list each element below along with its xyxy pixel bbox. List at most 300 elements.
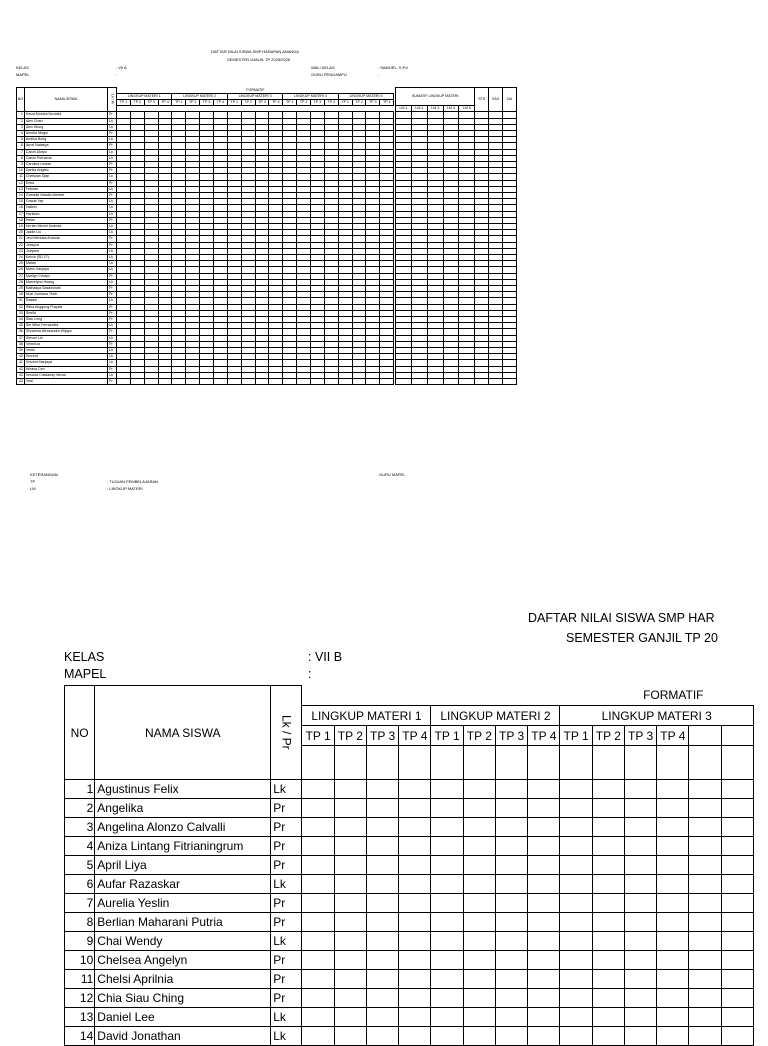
blank-header-cell bbox=[495, 746, 527, 780]
student-gender: Lk bbox=[108, 118, 117, 124]
score-cell bbox=[560, 1027, 592, 1046]
tp-header: TP 2 bbox=[130, 99, 144, 105]
tp-description: : TUJUAN PEMBELAJARAN bbox=[107, 479, 159, 484]
score-cell bbox=[657, 1008, 689, 1027]
score-cell bbox=[366, 837, 398, 856]
student-gender: Pr bbox=[108, 329, 117, 335]
student-number: 12 bbox=[65, 989, 95, 1008]
score-cell bbox=[592, 951, 624, 970]
student-name: Febrian bbox=[24, 186, 107, 192]
score-cell bbox=[657, 799, 689, 818]
tp-header: TP 3 bbox=[366, 726, 398, 746]
student-number: 5 bbox=[17, 137, 25, 143]
score-cell bbox=[495, 951, 527, 970]
tp-header: TP 2 bbox=[334, 726, 366, 746]
student-number: 29 bbox=[17, 286, 25, 292]
score-cell bbox=[560, 932, 592, 951]
student-name: Vincent bbox=[24, 354, 107, 360]
student-name: Siau Leng bbox=[24, 317, 107, 323]
formatif-header: FORMATIF bbox=[246, 87, 265, 92]
student-name: Veronica bbox=[24, 341, 107, 347]
score-cell bbox=[495, 932, 527, 951]
score-cell bbox=[592, 1008, 624, 1027]
score-cell bbox=[399, 970, 431, 989]
score-cell bbox=[624, 875, 656, 894]
student-number: 4 bbox=[17, 130, 25, 136]
score-cell bbox=[624, 951, 656, 970]
student-gender: Pr bbox=[108, 304, 117, 310]
score-cell bbox=[721, 951, 753, 970]
student-name: Nathasya Sasanshani bbox=[24, 286, 107, 292]
student-gender: Lk bbox=[271, 780, 302, 799]
table-row bbox=[65, 1008, 754, 1027]
tp-header: TP 4 bbox=[399, 726, 431, 746]
score-cell bbox=[689, 799, 721, 818]
tp-header: TP 3 bbox=[144, 99, 158, 105]
student-gender: Pr bbox=[108, 379, 117, 385]
lm-description: : LINGKUP MATERI bbox=[107, 486, 143, 491]
student-gender: Pr bbox=[108, 130, 117, 136]
student-name: Rasael bbox=[24, 298, 107, 304]
student-name: Alex Wong bbox=[24, 124, 107, 130]
student-number: 31 bbox=[17, 298, 25, 304]
student-name: Angelika bbox=[95, 799, 271, 818]
student-name: Yeal bbox=[24, 379, 107, 385]
student-gender: Lk bbox=[108, 248, 117, 254]
student-name: Calvin Alvaro bbox=[24, 149, 107, 155]
student-name: Aniza Lintang Fitrianingrum bbox=[95, 837, 271, 856]
score-cell bbox=[495, 1027, 527, 1046]
score-cell bbox=[431, 970, 463, 989]
score-cell bbox=[334, 837, 366, 856]
student-name: Jeni Mersata Ananda bbox=[24, 236, 107, 242]
student-number: 32 bbox=[17, 304, 25, 310]
score-cell bbox=[380, 379, 394, 385]
student-number: 17 bbox=[17, 211, 25, 217]
score-cell bbox=[657, 989, 689, 1008]
score-cell bbox=[657, 894, 689, 913]
student-name: Marilyn Cristyn bbox=[24, 273, 107, 279]
student-gender: Lk bbox=[108, 137, 117, 143]
student-number: 27 bbox=[17, 273, 25, 279]
score-cell bbox=[338, 379, 352, 385]
lm-header: LM 4 bbox=[443, 106, 459, 112]
score-cell bbox=[721, 818, 753, 837]
student-number: 8 bbox=[17, 155, 25, 161]
score-cell bbox=[427, 379, 443, 385]
score-cell bbox=[528, 989, 560, 1008]
student-gender: Lk bbox=[108, 230, 117, 236]
kelas-value: : VII B bbox=[308, 650, 343, 664]
score-cell bbox=[528, 970, 560, 989]
score-cell bbox=[560, 970, 592, 989]
score-cell bbox=[560, 856, 592, 875]
score-cell bbox=[431, 932, 463, 951]
tp-header: TP 4 bbox=[380, 99, 394, 105]
student-name: David Jonathan bbox=[95, 1027, 271, 1046]
score-cell bbox=[592, 932, 624, 951]
score-cell bbox=[334, 799, 366, 818]
score-cell bbox=[528, 932, 560, 951]
score-cell bbox=[366, 1027, 398, 1046]
table-row bbox=[65, 913, 754, 932]
blank-header-cell bbox=[624, 746, 656, 780]
student-gender: Pr bbox=[271, 970, 302, 989]
student-gender: Pr bbox=[108, 161, 117, 167]
student-number: 3 bbox=[65, 818, 95, 837]
student-name: Alex Chan bbox=[24, 118, 107, 124]
blank-header-cell bbox=[431, 746, 463, 780]
student-gender: Lk bbox=[108, 372, 117, 378]
student-number: 26 bbox=[17, 267, 25, 273]
score-cell bbox=[657, 780, 689, 799]
score-cell bbox=[431, 1027, 463, 1046]
table-row bbox=[65, 818, 754, 837]
tp-header: TP 4 bbox=[269, 99, 283, 105]
student-name: Chai Wendy bbox=[95, 932, 271, 951]
score-cell bbox=[657, 818, 689, 837]
student-gender: Lk bbox=[108, 205, 117, 211]
score-cell bbox=[399, 894, 431, 913]
wali-kelas-value: : SAMUEL, S.Pd bbox=[378, 65, 408, 70]
score-cell bbox=[399, 1027, 431, 1046]
score-cell bbox=[399, 932, 431, 951]
sas-header: SAS bbox=[489, 88, 503, 112]
tp-header: TP 1 bbox=[560, 726, 592, 746]
student-gender: Lk bbox=[108, 186, 117, 192]
score-cell bbox=[366, 932, 398, 951]
lm-header: LM 1 bbox=[396, 106, 412, 112]
student-number: 22 bbox=[17, 242, 25, 248]
kelas-value: : VII A bbox=[116, 65, 127, 70]
score-cell bbox=[431, 951, 463, 970]
student-name: Veronia Cristiandy Nema bbox=[24, 372, 107, 378]
table-row bbox=[65, 856, 754, 875]
blank-header-cell bbox=[689, 746, 721, 780]
student-number: 10 bbox=[65, 951, 95, 970]
student-name: Chelsyan Djap bbox=[24, 174, 107, 180]
score-cell bbox=[592, 780, 624, 799]
student-gender: Pr bbox=[108, 317, 117, 323]
score-cell bbox=[399, 799, 431, 818]
sheet-title: DAFTAR NILAI SISWA SMP HARAPAN ANANDA bbox=[211, 49, 299, 54]
score-cell bbox=[366, 913, 398, 932]
blank-header-cell bbox=[399, 746, 431, 780]
score-cell bbox=[624, 989, 656, 1008]
student-number: 15 bbox=[17, 199, 25, 205]
score-cell bbox=[334, 970, 366, 989]
score-cell bbox=[495, 970, 527, 989]
score-cell bbox=[366, 780, 398, 799]
tp-header: TP 4 bbox=[158, 99, 172, 105]
score-cell bbox=[528, 875, 560, 894]
score-cell bbox=[592, 1027, 624, 1046]
score-cell bbox=[463, 932, 495, 951]
score-cell bbox=[495, 780, 527, 799]
score-cell bbox=[495, 894, 527, 913]
student-number: 9 bbox=[17, 161, 25, 167]
student-number: 7 bbox=[65, 894, 95, 913]
score-cell bbox=[528, 799, 560, 818]
student-number: 43 bbox=[17, 372, 25, 378]
lingkup-materi-header: LINGKUP MATERI 2 bbox=[431, 706, 560, 726]
student-number: 42 bbox=[17, 366, 25, 372]
student-name: Keiza Monica Novialni bbox=[24, 112, 107, 118]
student-number: 39 bbox=[17, 348, 25, 354]
blank-header-cell bbox=[334, 746, 366, 780]
student-name: Steven Lie bbox=[24, 335, 107, 341]
score-cell bbox=[489, 379, 503, 385]
guru-mapel-label: GURU MAPEL bbox=[379, 472, 406, 477]
score-cell bbox=[283, 379, 297, 385]
score-cell bbox=[528, 856, 560, 875]
student-name: Jessyca bbox=[24, 242, 107, 248]
student-gender: Pr bbox=[271, 837, 302, 856]
score-cell bbox=[255, 379, 269, 385]
score-cell bbox=[560, 780, 592, 799]
score-cell bbox=[528, 818, 560, 837]
score-cell bbox=[366, 970, 398, 989]
score-cell bbox=[528, 913, 560, 932]
student-number: 1 bbox=[65, 780, 95, 799]
lm-header: LM 3 bbox=[427, 106, 443, 112]
lingkup-materi-header: LINGKUP MATERI 1 bbox=[302, 706, 431, 726]
student-gender: Lk bbox=[108, 360, 117, 366]
student-gender: Pr bbox=[108, 292, 117, 298]
student-number: 24 bbox=[17, 254, 25, 260]
student-number: 3 bbox=[17, 124, 25, 130]
student-number: 11 bbox=[17, 174, 25, 180]
score-cell bbox=[495, 856, 527, 875]
blank-header-cell bbox=[560, 746, 592, 780]
sheet-subtitle: SEMESTER GANJIL TP 20 bbox=[566, 631, 718, 645]
tp-header: TP 2 bbox=[241, 99, 255, 105]
score-cell bbox=[592, 818, 624, 837]
score-cell bbox=[689, 970, 721, 989]
score-cell bbox=[721, 1027, 753, 1046]
lk-pr-header: Lk / Pr bbox=[108, 88, 117, 112]
score-cell bbox=[334, 780, 366, 799]
student-name: Aurelia Yeslin bbox=[95, 894, 271, 913]
score-cell bbox=[721, 837, 753, 856]
score-cell bbox=[592, 989, 624, 1008]
score-cell bbox=[721, 1008, 753, 1027]
tp-header: TP 3 bbox=[624, 726, 656, 746]
score-cell bbox=[528, 1008, 560, 1027]
score-cell bbox=[624, 1008, 656, 1027]
kelas-label: KELAS bbox=[16, 65, 29, 70]
score-cell bbox=[463, 856, 495, 875]
tp-header: TP 3 bbox=[200, 99, 214, 105]
score-cell bbox=[689, 989, 721, 1008]
student-number: 11 bbox=[65, 970, 95, 989]
score-cell bbox=[172, 379, 186, 385]
student-number: 40 bbox=[17, 354, 25, 360]
wali-kelas-label: WALI KELAS bbox=[311, 65, 335, 70]
score-cell bbox=[144, 379, 158, 385]
score-cell bbox=[495, 875, 527, 894]
student-number: 7 bbox=[17, 149, 25, 155]
student-name: Jaldin Liu bbox=[24, 230, 107, 236]
tp-header: TP 3 bbox=[311, 99, 325, 105]
score-cell bbox=[592, 856, 624, 875]
score-cell bbox=[721, 799, 753, 818]
score-cell bbox=[721, 970, 753, 989]
student-number: 18 bbox=[17, 217, 25, 223]
lingkup-materi-header: LINGKUP MATERI 1 bbox=[116, 93, 171, 99]
tp-header: TP 1 bbox=[431, 726, 463, 746]
lingkup-materi-header: LINGKUP MATERI 4 bbox=[283, 93, 338, 99]
tp-header: TP 1 bbox=[172, 99, 186, 105]
score-cell bbox=[334, 818, 366, 837]
score-cell bbox=[624, 780, 656, 799]
score-cell bbox=[431, 989, 463, 1008]
score-cell bbox=[366, 818, 398, 837]
score-cell bbox=[130, 379, 144, 385]
score-cell bbox=[431, 856, 463, 875]
score-cell bbox=[624, 856, 656, 875]
tp-header: TP 3 bbox=[366, 99, 380, 105]
student-number: 33 bbox=[17, 310, 25, 316]
score-cell bbox=[721, 894, 753, 913]
mapel-label: MAPEL bbox=[64, 667, 107, 681]
score-cell bbox=[399, 913, 431, 932]
score-cell bbox=[495, 837, 527, 856]
tp-header: TP 4 bbox=[528, 726, 560, 746]
student-name: Daniel Lee bbox=[95, 1008, 271, 1027]
score-cell bbox=[302, 1008, 334, 1027]
score-cell bbox=[624, 894, 656, 913]
score-cell bbox=[302, 875, 334, 894]
score-cell bbox=[657, 932, 689, 951]
score-cell bbox=[528, 837, 560, 856]
score-cell bbox=[366, 875, 398, 894]
table-row bbox=[65, 989, 754, 1008]
score-cell bbox=[302, 837, 334, 856]
score-cell bbox=[311, 379, 325, 385]
student-number: 25 bbox=[17, 261, 25, 267]
student-gender: Pr bbox=[271, 799, 302, 818]
table-row bbox=[65, 837, 754, 856]
tp-header: TP 4 bbox=[657, 726, 689, 746]
student-name: Herlan Michel Ananda bbox=[24, 223, 107, 229]
student-gender: Lk bbox=[108, 199, 117, 205]
score-cell bbox=[463, 970, 495, 989]
student-gender: Pr bbox=[108, 143, 117, 149]
score-cell bbox=[657, 1027, 689, 1046]
score-cell bbox=[431, 799, 463, 818]
student-gender: Pr bbox=[108, 273, 117, 279]
student-gender: Pr bbox=[271, 989, 302, 1008]
kelas-label: KELAS bbox=[64, 650, 105, 664]
score-cell bbox=[463, 1027, 495, 1046]
student-number: 8 bbox=[65, 913, 95, 932]
score-cell bbox=[334, 951, 366, 970]
lingkup-materi-header: LINGKUP MATERI 2 bbox=[172, 93, 227, 99]
student-number: 20 bbox=[17, 230, 25, 236]
score-cell bbox=[463, 780, 495, 799]
student-gender: Lk bbox=[108, 279, 117, 285]
score-cell bbox=[200, 379, 214, 385]
score-cell bbox=[463, 799, 495, 818]
class-vii-a-sheet bbox=[0, 0, 768, 500]
lm-header: LM 5 bbox=[459, 106, 475, 112]
tp-header: TP 1 bbox=[283, 99, 297, 105]
score-cell bbox=[463, 951, 495, 970]
score-cell bbox=[431, 875, 463, 894]
keterangan-label: KETERANGAN: bbox=[30, 472, 59, 477]
score-cell bbox=[302, 856, 334, 875]
student-name: Erika bbox=[24, 180, 107, 186]
score-cell bbox=[399, 989, 431, 1008]
student-name: Silvarena Alexsandra Wijaya bbox=[24, 329, 107, 335]
student-number: 38 bbox=[17, 341, 25, 347]
score-cell bbox=[721, 913, 753, 932]
student-name: Malvin bbox=[24, 261, 107, 267]
student-name: Angelina Alonzo Calvalli bbox=[95, 818, 271, 837]
score-cell bbox=[366, 379, 380, 385]
mapel-value: : bbox=[116, 72, 118, 77]
score-cell bbox=[366, 1008, 398, 1027]
score-cell bbox=[334, 989, 366, 1008]
score-cell bbox=[269, 379, 283, 385]
score-cell bbox=[721, 932, 753, 951]
score-cell bbox=[689, 780, 721, 799]
table-row bbox=[65, 875, 754, 894]
score-cell bbox=[302, 951, 334, 970]
score-cell bbox=[431, 780, 463, 799]
student-gender: Pr bbox=[271, 913, 302, 932]
student-number: 41 bbox=[17, 360, 25, 366]
score-cell bbox=[721, 989, 753, 1008]
student-gender: Pr bbox=[108, 168, 117, 174]
blank-header-cell bbox=[528, 746, 560, 780]
score-cell bbox=[399, 856, 431, 875]
score-cell bbox=[495, 989, 527, 1008]
sumatif-header: SUMATIF LINGKUP MATERI bbox=[396, 88, 475, 106]
student-number: 13 bbox=[65, 1008, 95, 1027]
score-cell bbox=[214, 379, 228, 385]
tp-header: TP 2 bbox=[463, 726, 495, 746]
student-gender: Lk bbox=[108, 298, 117, 304]
score-cell bbox=[592, 894, 624, 913]
score-cell bbox=[495, 913, 527, 932]
score-cell bbox=[366, 799, 398, 818]
score-cell bbox=[689, 837, 721, 856]
score-cell bbox=[592, 837, 624, 856]
student-gender: Pr bbox=[108, 112, 117, 118]
student-number: 14 bbox=[65, 1027, 95, 1046]
score-cell bbox=[528, 1027, 560, 1046]
lingkup-materi-header: LINGKUP MATERI 3 bbox=[227, 93, 282, 99]
score-cell bbox=[624, 837, 656, 856]
student-gender: Pr bbox=[271, 818, 302, 837]
student-name: Gamelia Natalia Meribel bbox=[24, 192, 107, 198]
student-number: 5 bbox=[65, 856, 95, 875]
student-gender: Pr bbox=[108, 286, 117, 292]
score-cell bbox=[560, 913, 592, 932]
tp-header: TP 4 bbox=[324, 99, 338, 105]
score-cell bbox=[366, 989, 398, 1008]
student-gender: Lk bbox=[271, 932, 302, 951]
score-cell bbox=[411, 379, 427, 385]
na-header: NA bbox=[503, 88, 517, 112]
student-number: 34 bbox=[17, 317, 25, 323]
student-name: Vincent Hanjaya bbox=[24, 360, 107, 366]
student-gender: Pr bbox=[271, 856, 302, 875]
student-gender: Lk bbox=[108, 261, 117, 267]
tp-header: TP 4 bbox=[214, 99, 228, 105]
